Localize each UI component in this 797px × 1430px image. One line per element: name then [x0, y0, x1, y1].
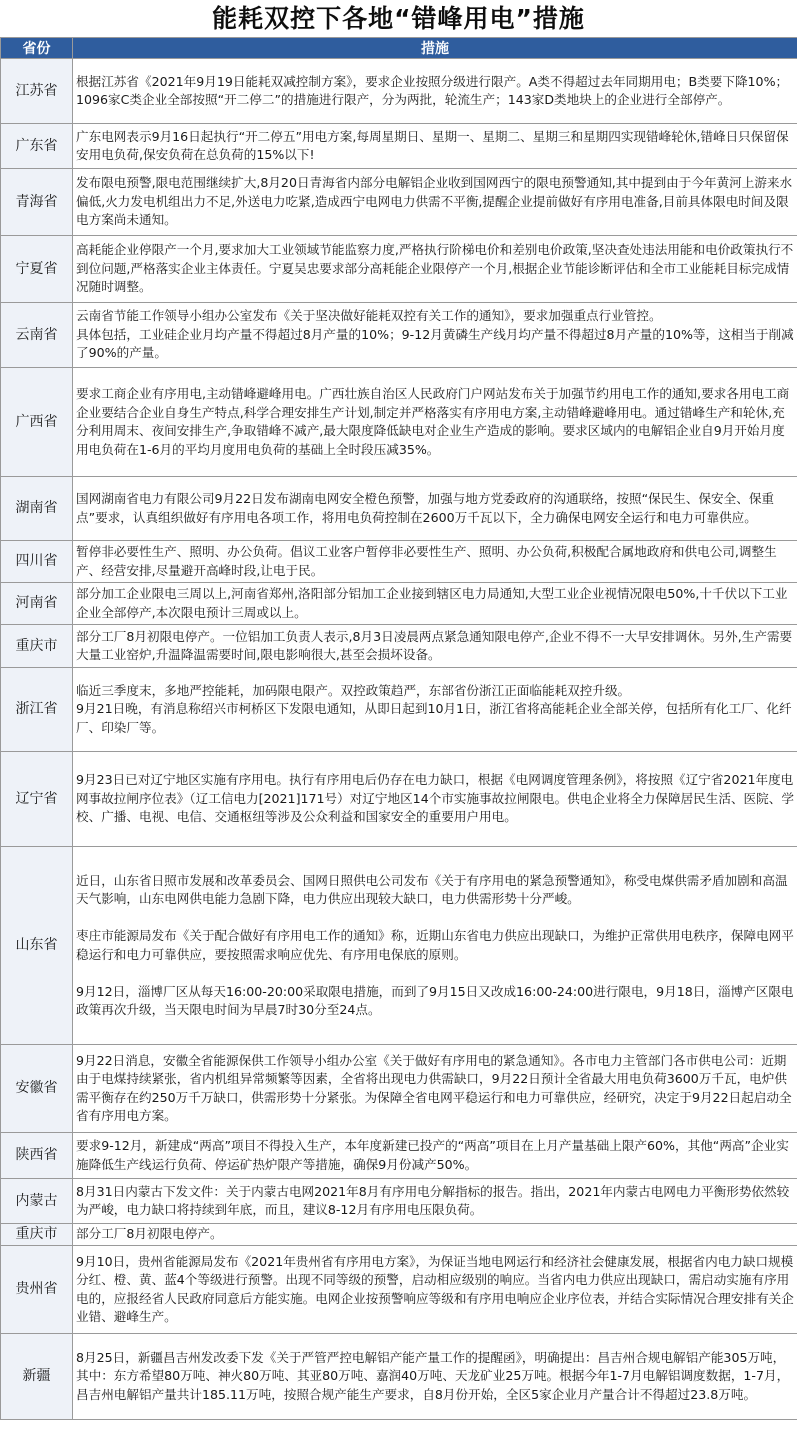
province-cell: 新疆 [1, 1334, 73, 1420]
measures-cell: 部分工厂8月初限电停产。一位铝加工负责人表示,8月3日凌晨两点紧急通知限电停产,企业不得不一大早安排调休。另外,生产需要大量工业窑炉,升温降温需要时间,限电影响很大,甚至会损坏设备。 [73, 625, 797, 668]
measures-cell: 国网湖南省电力有限公司9月22日发布湖南电网安全橙色预警，加强与地方党委政府的沟通联络，按照“保民生、保安全、保重点”要求，认真组织做好有序用电各项工作，将用电负荷控制在2600万千瓦以下，全力确保电网安全运行和电力可靠供应。 [73, 477, 797, 541]
measures-cell: 部分工厂8月初限电停产。 [73, 1224, 797, 1246]
province-cell: 辽宁省 [1, 752, 73, 847]
table-row [1, 847, 797, 1045]
province-cell: 安徽省 [1, 1045, 73, 1133]
table-row [1, 1045, 797, 1133]
measures-cell: 云南省节能工作领导小组办公室发布《关于坚决做好能耗双控有关工作的通知》，要求加强重点行业管控。 具体包括，工业硅企业月均产量不得超过8月产量的10%；9-12月黄磷生产线月均产量不得超过8月产量的10%等，这相当于削减了90%的产量。 [73, 303, 797, 368]
table-row [1, 668, 797, 752]
province-cell: 陕西省 [1, 1133, 73, 1179]
table-row [1, 169, 797, 236]
province-cell: 湖南省 [1, 477, 73, 541]
table-row [1, 752, 797, 847]
table-row [1, 59, 797, 124]
province-cell: 广东省 [1, 124, 73, 169]
measures-cell: 9月22日消息，安徽全省能源保供工作领导小组办公室《关于做好有序用电的紧急通知》。各市电力主管部门各市供电公司：近期由于电煤持续紧张，省内机组异常频繁等因素，全省将出现电力供需缺口，9月22日预计全省最大用电负荷3600万千瓦，电炉供需平衡存在约250万千万缺口，供需形势十分紧张。为保障全省电网平稳运行和电力可靠供应，经研究，决定于9月22日起启动全省有序用电方案。 [73, 1045, 797, 1133]
province-cell: 四川省 [1, 541, 73, 583]
table-row [1, 1224, 797, 1246]
table-row [1, 368, 797, 477]
measures-table [0, 37, 797, 1420]
measures-cell: 9月10日，贵州省能源局发布《2021年贵州省有序用电方案》，为保证当地电网运行和经济社会健康发展，根据省内电力缺口规模分红、橙、黄、蓝4个等级进行预警。出现不同等级的预警，启动相应级别的响应。当省内电力供应出现缺口，需启动实施有序用电的，应报经省人民政府同意后方能实施。电网企业按预警响应等级和有序用电响应企业序位表，并结合实际情况合理安排有关企业错、避峰生产。 [73, 1246, 797, 1334]
measures-cell: 发布限电预警,限电范围继续扩大,8月20日青海省内部分电解铝企业收到国网西宁的限电预警通知,其中提到由于今年黄河上游来水偏低,火力发电机组出力不足,外送电力吃紧,造成西宁电网电力供需不平衡,提醒企业提前做好有序用电准备,目前具体限电时间及限电方案尚未通知。 [73, 169, 797, 236]
province-cell: 重庆市 [1, 1224, 73, 1246]
measures-column-header: 措施 [73, 38, 797, 59]
table-row [1, 303, 797, 368]
measures-cell: 要求9-12月，新建成“两高”项目不得投入生产，本年度新建已投产的“两高”项目在上月产量基础上限产60%，其他“两高”企业实施降低生产线运行负荷、停运矿热炉限产等措施，确保9月份减产50%。 [73, 1133, 797, 1179]
province-cell: 山东省 [1, 847, 73, 1045]
province-cell: 云南省 [1, 303, 73, 368]
province-cell: 宁夏省 [1, 236, 73, 303]
table-row [1, 625, 797, 668]
table-row [1, 236, 797, 303]
province-cell: 贵州省 [1, 1246, 73, 1334]
measures-cell: 8月31日内蒙古下发文件：关于内蒙古电网2021年8月有序用电分解指标的报告。指出，2021年内蒙古电网电力平衡形势依然较为严峻，电力缺口将持续到年底，而且，建议8-12月有序用电压限负荷。 [73, 1179, 797, 1224]
province-cell: 重庆市 [1, 625, 73, 668]
province-cell: 浙江省 [1, 668, 73, 752]
table-row [1, 124, 797, 169]
table-row [1, 477, 797, 541]
province-cell: 青海省 [1, 169, 73, 236]
measures-cell: 部分加工企业限电三周以上,河南省郑州,洛阳部分铝加工企业接到辖区电力局通知,大型工业企业视情况限电50%,十千伏以下工业企业全部停产,本次限电预计三周或以上。 [73, 583, 797, 625]
province-cell: 广西省 [1, 368, 73, 477]
province-cell: 河南省 [1, 583, 73, 625]
measures-cell: 9月23日已对辽宁地区实施有序用电。执行有序用电后仍存在电力缺口，根据《电网调度管理条例》，将按照《辽宁省2021年度电网事故拉闸序位表》（辽工信电力[2021]171号）对辽宁地区14个市实施事故拉闸限电。供电企业将全力保障居民生活、医院、学校、广播、电视、电信、交通枢纽等涉及公众利益和国家安全的重要用户用电。 [73, 752, 797, 847]
province-column-header: 省份 [1, 38, 73, 59]
table-row [1, 1179, 797, 1224]
measures-cell: 暂停非必要性生产、照明、办公负荷。倡议工业客户暂停非必要性生产、照明、办公负荷,积极配合属地政府和供电公司,调整生产、经营安排,尽量避开高峰时段,让电于民。 [73, 541, 797, 583]
province-cell: 内蒙古 [1, 1179, 73, 1224]
table-row [1, 1246, 797, 1334]
measures-cell: 近日，山东省日照市发展和改革委员会、国网日照供电公司发布《关于有序用电的紧急预警通知》，称受电煤供需矛盾加剧和高温天气影响，山东电网供电能力急剧下降，电力供应出现较大缺口，电力供需形势十分严峻。 枣庄市能源局发布《关于配合做好有序用电工作的通知》称，近期山东省电力供应出现缺口，为维护正常供用电秩序，保障电网平稳运行和电力可靠供应，要按照需求响应优先、有序用电保底的原则。 9月12日，淄博厂区从每天16:00-20:00采取限电措施，而到了9月15日又改成16:00-24:00进行限电，9月18日，淄博产区限电政策再次升级，当天限电时间为早晨7时30分至24点。 [73, 847, 797, 1045]
measures-cell: 高耗能企业停限产一个月,要求加大工业领域节能监察力度,严格执行阶梯电价和差别电价政策,坚决查处违法用能和电价政策执行不到位问题,严格落实企业主体责任。宁夏吴忠要求部分高耗能企业限停产一个月,根据企业节能诊断评估和全市工业能耗目标完成情况随时调整。 [73, 236, 797, 303]
measures-cell: 要求工商企业有序用电,主动错峰避峰用电。广西壮族自治区人民政府门户网站发布关于加强节约用电工作的通知,要求各用电工商企业要结合企业自身生产特点,科学合理安排生产计划,制定并严格落实有序用电方案,主动错峰避峰用电。通过错峰生产和轮休,充分利用周末、夜间安排生产,争取错峰不减产,最大限度降低缺电对企业生产造成的影响。要求区域内的电解铝企业自9月开始月度用电负荷在1-6月的平均月度用电负荷的基础上全时段压减35%。 [73, 368, 797, 477]
measures-cell: 8月25日，新疆昌吉州发改委下发《关于严管严控电解铝产能产量工作的提醒函》，明确提出：昌吉州合规电解铝产能305万吨，其中：东方希望80万吨、神火80万吨、其亚80万吨、嘉润40万吨、天龙矿业25万吨。根据今年1-7月电解铝调度数据，1-7月，昌吉州电解铝产量共计185.11万吨，按照合规产能生产要求，自8月份开始，全区5家企业月产量合计不得超过23.8万吨。 [73, 1334, 797, 1420]
province-cell: 江苏省 [1, 59, 73, 124]
table-header-row [1, 38, 797, 59]
measures-cell: 临近三季度末，多地严控能耗，加码限电限产。双控政策趋严，东部省份浙江正面临能耗双控升级。 9月21日晚，有消息称绍兴市柯桥区下发限电通知，从即日起到10月1日，浙江省将高能耗企业全部关停，包括所有化工厂、化纤厂、印染厂等。 [73, 668, 797, 752]
measures-cell: 根据江苏省《2021年9月19日能耗双减控制方案》，要求企业按照分级进行限产。A类不得超过去年同期用电；B类要下降10%；1096家C类企业全部按照“开二停二”的措施进行限产，分为两批，轮流生产；143家D类地块上的企业进行全部停产。 [73, 59, 797, 124]
measures-cell: 广东电网表示9月16日起执行“开二停五”用电方案,每周星期日、星期一、星期二、星期三和星期四实现错峰轮休,错峰日只保留保安用电负荷,保安负荷在总负荷的15%以下! [73, 124, 797, 169]
table-row [1, 541, 797, 583]
table-row [1, 1133, 797, 1179]
table-row [1, 1334, 797, 1420]
table-row [1, 583, 797, 625]
page-title: 能耗双控下各地“错峰用电”措施 [212, 4, 585, 33]
